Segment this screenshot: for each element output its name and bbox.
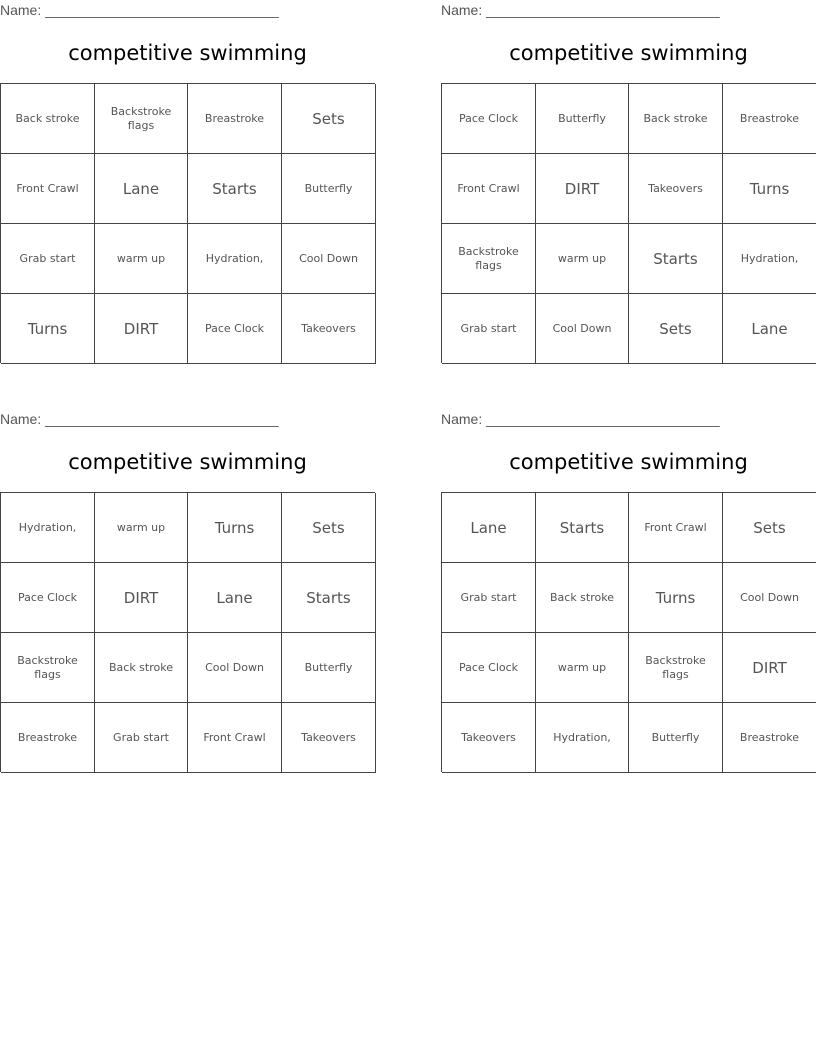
bingo-cell: Takeovers: [282, 703, 376, 773]
card-title: competitive swimming: [68, 450, 307, 474]
bingo-card-4: [441, 409, 816, 769]
bingo-grid: [441, 83, 816, 363]
bingo-cell: Pace Clock: [442, 633, 536, 703]
bingo-cell: Lane: [95, 154, 188, 224]
bingo-cell: DIRT: [536, 154, 629, 224]
bingo-cell: Takeovers: [282, 294, 376, 364]
bingo-cell: Hydration,: [188, 224, 282, 294]
bingo-cell: Breastroke: [723, 84, 816, 154]
bingo-cell: Grab start: [95, 703, 188, 773]
bingo-cell: Breastroke: [1, 703, 95, 773]
bingo-cell: Sets: [629, 294, 723, 364]
bingo-cell: Back stroke: [629, 84, 723, 154]
bingo-grid: [0, 83, 375, 363]
bingo-cell: Pace Clock: [442, 84, 536, 154]
bingo-cell: Cool Down: [723, 563, 816, 633]
name-line: Name: ______________________________: [0, 411, 279, 427]
bingo-grid: [441, 492, 816, 772]
bingo-cell: Takeovers: [629, 154, 723, 224]
bingo-cell: Backstroke flags: [1, 633, 95, 703]
bingo-cell: Lane: [442, 493, 536, 563]
bingo-cell: warm up: [95, 224, 188, 294]
card-title: competitive swimming: [509, 41, 748, 65]
bingo-cell: Butterfly: [629, 703, 723, 773]
card-title: competitive swimming: [509, 450, 748, 474]
bingo-cell: Sets: [282, 84, 376, 154]
bingo-cell: DIRT: [723, 633, 816, 703]
bingo-cell: Pace Clock: [188, 294, 282, 364]
bingo-cell: Lane: [188, 563, 282, 633]
bingo-cell: Turns: [188, 493, 282, 563]
name-line: Name: ______________________________: [0, 2, 279, 18]
bingo-cell: Turns: [629, 563, 723, 633]
bingo-grid: [0, 492, 375, 772]
bingo-cell: Sets: [723, 493, 816, 563]
bingo-cell: warm up: [536, 224, 629, 294]
name-line: Name: ______________________________: [441, 411, 720, 427]
bingo-cell: Front Crawl: [188, 703, 282, 773]
bingo-cell: Breastroke: [188, 84, 282, 154]
bingo-cell: Lane: [723, 294, 816, 364]
bingo-cell: warm up: [95, 493, 188, 563]
bingo-cell: Front Crawl: [629, 493, 723, 563]
bingo-card-2: [441, 0, 816, 360]
bingo-cell: Butterfly: [282, 154, 376, 224]
bingo-cell: Turns: [1, 294, 95, 364]
bingo-cell: Cool Down: [536, 294, 629, 364]
card-title: competitive swimming: [68, 41, 307, 65]
bingo-cell: warm up: [536, 633, 629, 703]
bingo-cell: Hydration,: [536, 703, 629, 773]
bingo-cell: Butterfly: [282, 633, 376, 703]
bingo-cell: Starts: [188, 154, 282, 224]
bingo-cell: Front Crawl: [442, 154, 536, 224]
bingo-cell: Sets: [282, 493, 376, 563]
bingo-cell: Grab start: [442, 563, 536, 633]
bingo-cell: Grab start: [442, 294, 536, 364]
bingo-cell: Grab start: [1, 224, 95, 294]
bingo-card-1: [0, 0, 375, 360]
bingo-cell: Back stroke: [536, 563, 629, 633]
bingo-cell: DIRT: [95, 563, 188, 633]
name-line: Name: ______________________________: [441, 2, 720, 18]
bingo-cell: Starts: [536, 493, 629, 563]
bingo-cell: Hydration,: [1, 493, 95, 563]
bingo-cell: Backstroke flags: [629, 633, 723, 703]
bingo-cell: Back stroke: [95, 633, 188, 703]
bingo-cell: Starts: [629, 224, 723, 294]
bingo-cell: Backstroke flags: [442, 224, 536, 294]
bingo-cell: Cool Down: [282, 224, 376, 294]
bingo-cell: Hydration,: [723, 224, 816, 294]
bingo-cell: Front Crawl: [1, 154, 95, 224]
bingo-cell: Starts: [282, 563, 376, 633]
bingo-cell: Butterfly: [536, 84, 629, 154]
bingo-cell: Backstroke flags: [95, 84, 188, 154]
bingo-cell: Back stroke: [1, 84, 95, 154]
bingo-cell: Cool Down: [188, 633, 282, 703]
bingo-card-3: [0, 409, 375, 769]
bingo-cell: Turns: [723, 154, 816, 224]
bingo-cell: Breastroke: [723, 703, 816, 773]
bingo-cell: Takeovers: [442, 703, 536, 773]
bingo-cell: DIRT: [95, 294, 188, 364]
bingo-cell: Pace Clock: [1, 563, 95, 633]
